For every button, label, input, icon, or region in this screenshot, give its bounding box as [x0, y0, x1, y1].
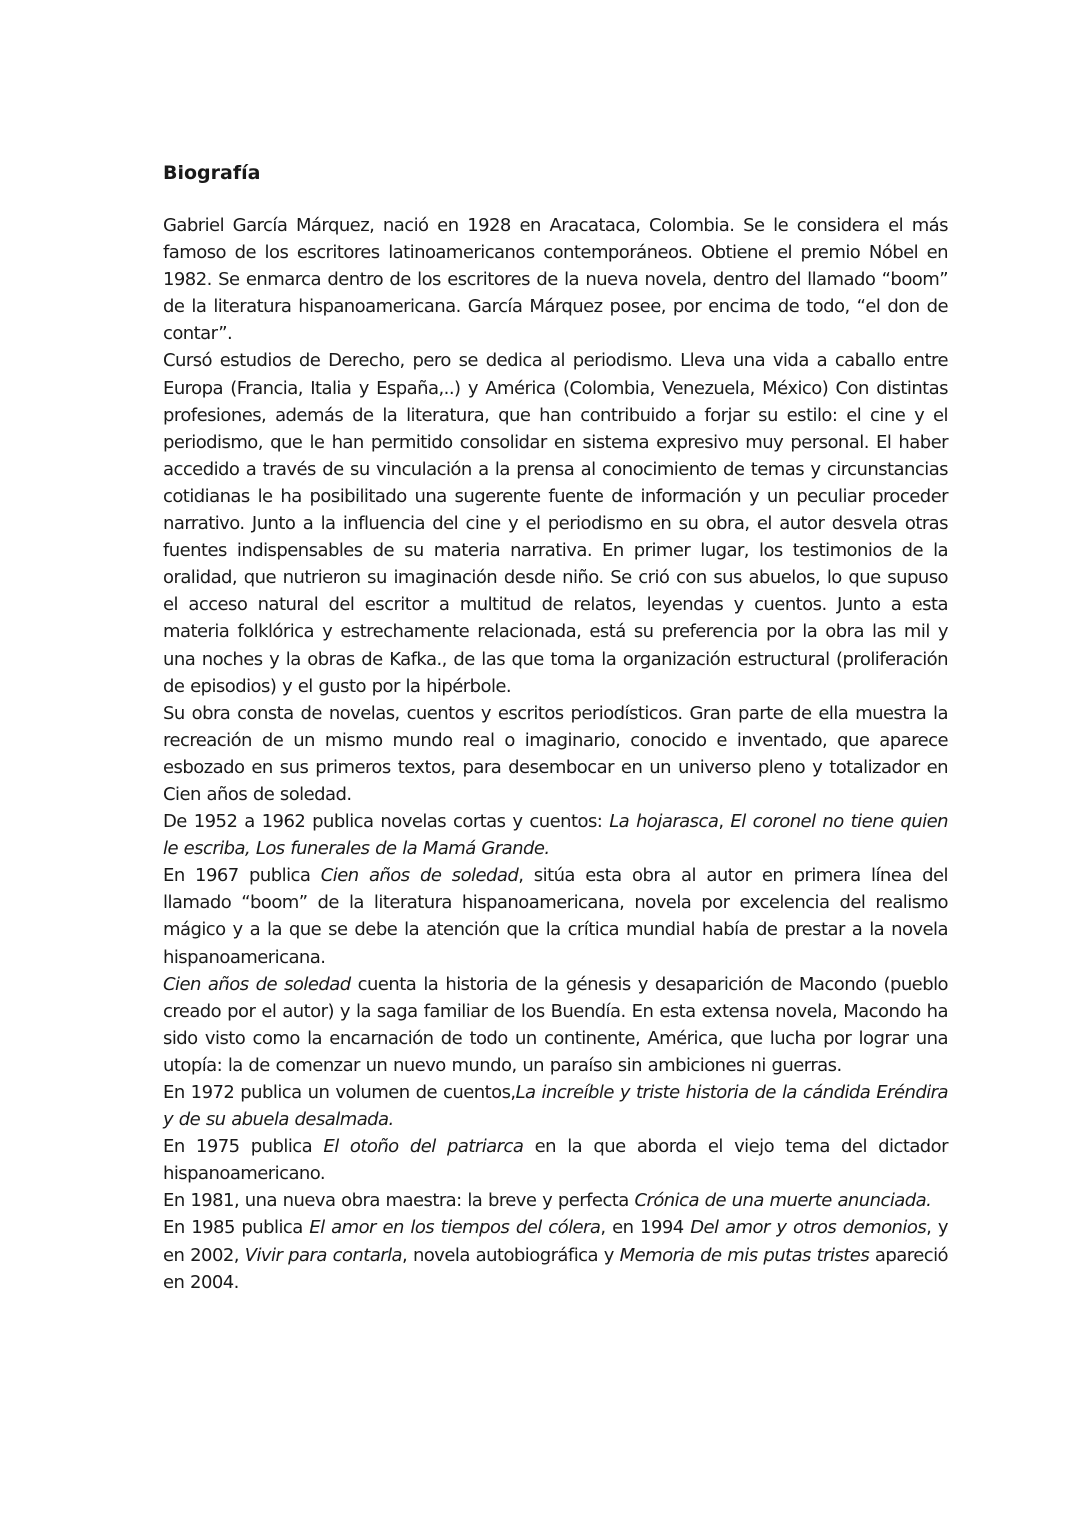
paragraph-career: Cursó estudios de Derecho, pero se dedica al periodismo. Lleva una vida a caballo entre Europa (Francia, Italia y España,..) y América (Colombia, Venezuela, México) Con distintas profesiones, además de la literatura, que han contribuido a forjar su estilo: el cine y el periodismo, que le han permitido consolidar en sistema expresivo muy personal. El haber accedido a través de su vinculación a la prensa al conocimiento de temas y circunstancias cotidianas le ha posibilitado una sugerente fuente de información y un peculiar proceder narrativo. Junto a la influencia del cine y el periodismo en su obra, el autor desvela otras fuentes indispensables de su materia narrativa. En primer lugar, los testimonios de la oralidad, que nutrieron su imaginación desde niño. Se crió con sus abuelos, lo que supuso el acceso natural del escritor a multitud de relatos, leyendas y cuentos. Junto a esta materia folklórica y estrechamente relacionada, está su preferencia por la obra las mil y una noches y la obras de Kafka., de las que toma la organización estructural (proliferación de episodios) y el gusto por la hipérbole. — [163, 350, 948, 697]
book-title: Cien años de soledad — [163, 973, 351, 995]
book-title: La increíble y triste historia de la cándida Eréndira y de su abuela desalmada. — [163, 1082, 948, 1131]
paragraph-1985 — [163, 1214, 948, 1295]
book-title: El otoño del patriarca — [323, 1136, 524, 1158]
text-segment: , novela autobiográfica y — [402, 1244, 620, 1266]
paragraph-1975 — [163, 1133, 948, 1187]
text-segment: apareció en 2004. — [163, 1244, 949, 1293]
document-page — [163, 160, 948, 1296]
book-title: Memoria de mis putas tristes — [619, 1244, 870, 1266]
text-segment: En 1975 publica — [163, 1136, 324, 1158]
book-title: Vivir para contarla — [244, 1244, 403, 1266]
section-heading: Biografía — [163, 162, 261, 184]
text-segment: En 1967 publica — [163, 865, 321, 887]
paragraph-cien-anos — [163, 971, 948, 1079]
paragraph-work: Su obra consta de novelas, cuentos y escritos periodísticos. Gran parte de ella muestra la recreación de un mismo mundo real o imaginario, conocido e inventado, que aparece esbozado en sus primeros textos, para desembocar en un universo pleno y totalizador en Cien años de soledad. — [163, 702, 948, 805]
book-title: Del amor y otros demonios — [690, 1217, 927, 1239]
paragraph-1952 — [163, 808, 948, 862]
text-segment: , — [718, 811, 731, 833]
book-title: Crónica de una muerte anunciada. — [634, 1190, 932, 1212]
text-segment: en la que aborda el viejo tema del dictador hispanoamericano. — [163, 1136, 948, 1185]
text-segment: En 1985 publica — [163, 1217, 310, 1239]
text-segment: , sitúa esta obra al autor en primera línea del llamado “boom” de la literatura hispanoamericana, novela por excelencia del realismo mágico y a la que se debe la atención que la crítica mundial había de prestar a la novela hispanoamericana. — [163, 865, 948, 968]
book-title: Cien años de soledad — [320, 865, 519, 887]
book-title: La hojarasca — [609, 811, 719, 833]
book-title: El amor en los tiempos del cólera — [309, 1217, 601, 1239]
text-segment: , y en 2002, — [163, 1217, 948, 1266]
text-segment: De 1952 a 1962 publica novelas cortas y cuentos: — [163, 811, 610, 833]
text-segment: En 1972 publica un volumen de cuentos, — [163, 1082, 516, 1103]
paragraph-1981 — [163, 1187, 948, 1214]
text-segment: , en 1994 — [600, 1217, 691, 1239]
book-title: El coronel no tiene quien le escriba, Los funerales de la Mamá Grande. — [163, 811, 948, 860]
text-segment: En 1981, una nueva obra maestra: la breve y perfecta — [163, 1190, 635, 1212]
paragraph-1972 — [163, 1079, 948, 1133]
paragraph-1967 — [163, 862, 948, 970]
paragraph-intro: Gabriel García Márquez, nació en 1928 en Aracataca, Colombia. Se le considera el más famoso de los escritores latinoamericanos contemporáneos. Obtiene el premio Nóbel en 1982. Se enmarca dentro de los escritores de la nueva novela, dentro del llamado “boom” de la literatura hispanoamericana. García Márquez posee, por encima de todo, “el don de contar”. — [163, 215, 948, 345]
text-segment: cuenta la historia de la génesis y desaparición de Macondo (pueblo creado por el autor) y la saga familiar de los Buendía. En esta extensa novela, Macondo ha sido visto como la encarnación de todo un continente, América, que lucha por lograr una utopía: la de comenzar un nuevo mundo, un paraíso sin ambiciones ni guerras. — [163, 973, 948, 1076]
